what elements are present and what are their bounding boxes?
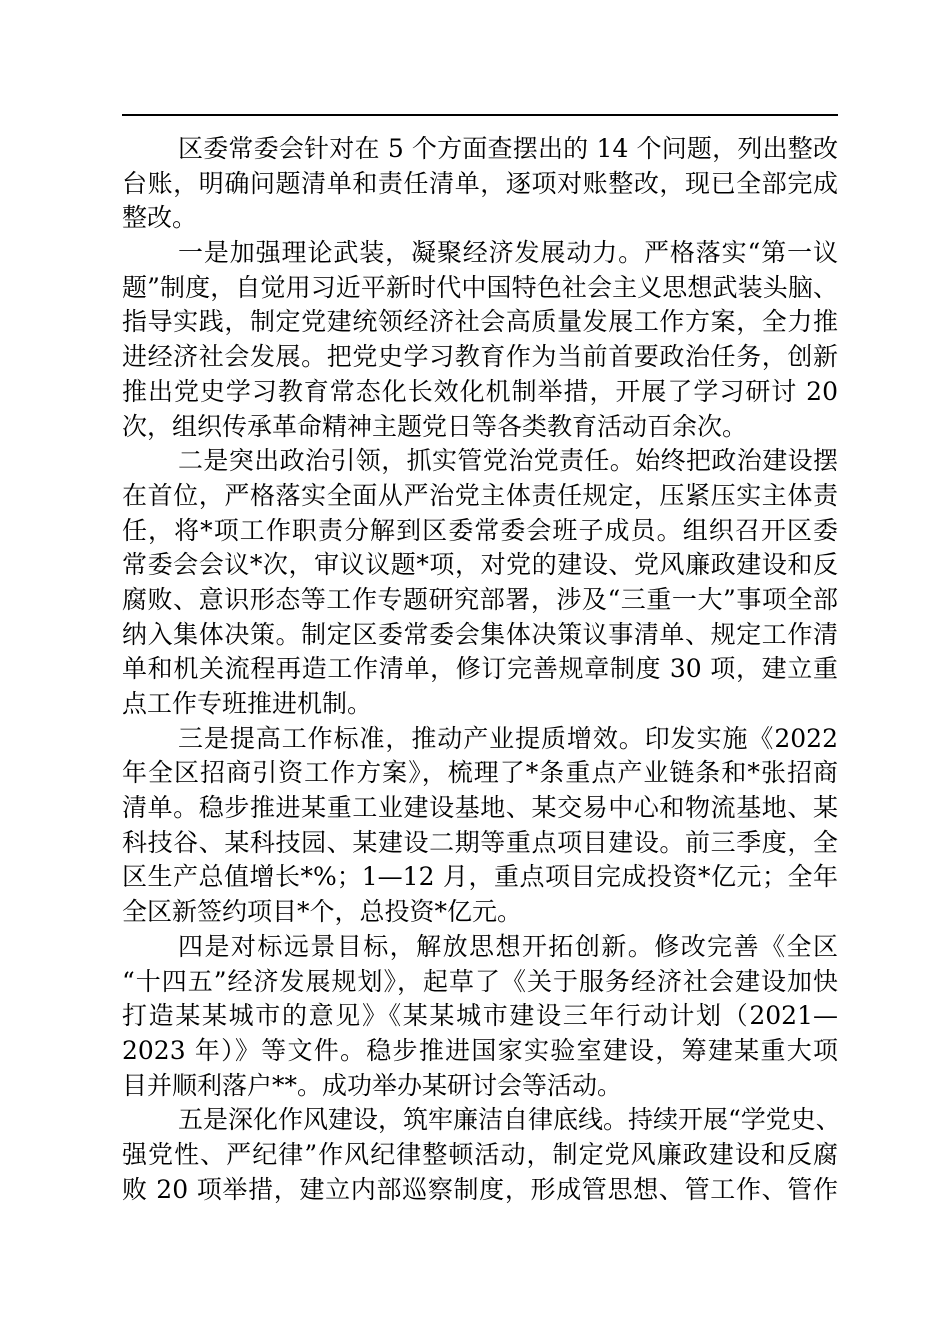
text-line: 任，将*项工作职责分解到区委常委会班子成员。组织召开区委	[122, 515, 838, 545]
text-line: 2023 年）》等文件。稳步推进国家实验室建设，筹建某重大项	[122, 1035, 838, 1065]
text-line: 指导实践，制定党建统领经济社会高质量发展工作方案，全力推	[122, 307, 838, 337]
paragraph	[122, 236, 838, 444]
text-line: 二是突出政治引领，抓实管党治党责任。始终把政治建设摆	[178, 446, 838, 476]
text-line: 一是加强理论武装，凝聚经济发展动力。严格落实“第一议	[178, 238, 838, 268]
text-line: “十四五”经济发展规划》，起草了《关于服务经济社会建设加快	[122, 966, 838, 996]
text-line: 纳入集体决策。制定区委常委会集体决策议事清单、规定工作清	[122, 619, 838, 649]
text-line: 单和机关流程再造工作清单，修订完善规章制度 30 项，建立重	[122, 654, 838, 684]
text-line: 点工作专班推进机制。	[122, 689, 373, 718]
text-line: 败 20 项举措，建立内部巡察制度，形成管思想、管工作、管作	[122, 1174, 838, 1204]
text-line: 次，组织传承革命精神主题党日等各类教育活动百余次。	[122, 411, 748, 441]
text-line: 全区新签约项目*个，总投资*亿元。	[122, 897, 523, 927]
text-line: 进经济社会发展。把党史学习教育作为当前首要政治任务，创新	[122, 342, 838, 372]
text-line: 区生产总值增长*%；1—12 月，重点项目完成投资*亿元；全年	[122, 862, 838, 892]
paragraph	[122, 132, 838, 236]
text-line: 三是提高工作标准，推动产业提质增效。印发实施《2022	[178, 723, 838, 753]
paragraph	[122, 930, 838, 1103]
paragraph	[122, 444, 838, 722]
text-line: 清单。稳步推进某重工业建设基地、某交易中心和物流基地、某	[122, 793, 838, 823]
header-rule	[122, 114, 838, 116]
text-line: 腐败、意识形态等工作专题研究部署，涉及“三重一大”事项全部	[122, 584, 838, 614]
text-line: 区委常委会针对在 5 个方面查摆出的 14 个问题，列出整改	[178, 134, 838, 163]
text-line: 打造某某城市的意见》《某某城市建设三年行动计划（2021—	[122, 1001, 838, 1031]
paragraph	[122, 1103, 841, 1207]
text-line: 四是对标远景目标，解放思想开拓创新。修改完善《全区	[178, 931, 838, 961]
text-line: 年全区招商引资工作方案》，梳理了*条重点产业链条和*张招商	[122, 758, 838, 788]
text-line: 常委会会议*次，审议议题*项，对党的建设、党风廉政建设和反	[122, 550, 838, 580]
text-line: 科技谷、某科技园、某建设二期等重点项目建设。前三季度，全	[122, 827, 838, 857]
document-body	[122, 132, 841, 1207]
text-line: 目并顺利落户**。成功举办某研讨会等活动。	[122, 1070, 623, 1100]
text-line: 在首位，严格落实全面从严治党主体责任规定，压紧压实主体责	[122, 480, 838, 510]
text-line: 推出党史学习教育常态化长效化机制举措，开展了学习研讨 20	[122, 376, 838, 406]
text-line: 强党性、严纪律”作风纪律整顿活动，制定党风廉政建设和反腐	[122, 1139, 838, 1169]
paragraph	[122, 722, 838, 930]
text-line: 台账，明确问题清单和责任清单，逐项对账整改，现已全部完成	[122, 168, 838, 198]
text-line: 整改。	[122, 203, 198, 233]
text-line: 五是深化作风建设，筑牢廉洁自律底线。持续开展“学党史、	[178, 1105, 841, 1135]
text-line: 题”制度，自觉用习近平新时代中国特色社会主义思想武装头脑、	[122, 272, 838, 302]
